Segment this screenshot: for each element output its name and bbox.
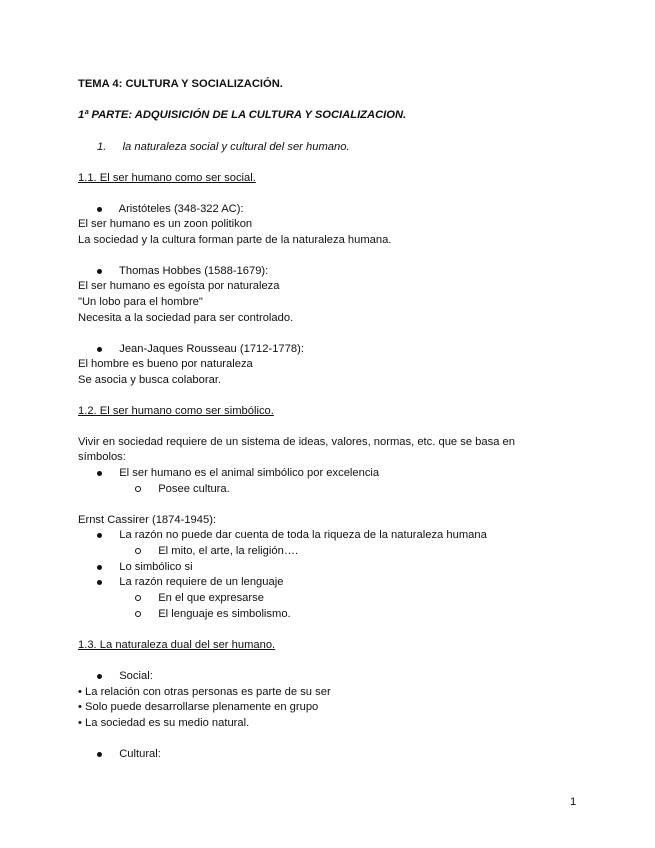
bullet-social: Social: bbox=[97, 669, 153, 683]
bullet-lenguaje: La razón requiere de un lenguaje bbox=[97, 575, 283, 589]
bullet-hobbes: Thomas Hobbes (1588-1679): bbox=[97, 264, 268, 278]
rousseau-line-1: El hombre es bueno por naturaleza bbox=[78, 358, 253, 370]
bullet-simbolico: Lo simbólico si bbox=[97, 560, 193, 574]
social-line-3: • La sociedad es su medio natural. bbox=[78, 717, 250, 729]
item-text: la naturaleza social y cultural del ser humano. bbox=[122, 141, 350, 153]
bullet-circle-icon bbox=[135, 595, 141, 601]
bullet-dot-icon bbox=[97, 347, 102, 352]
bullet-dot-icon bbox=[97, 269, 102, 274]
bullet-dot-icon bbox=[97, 580, 102, 585]
bullet-dot-icon bbox=[97, 752, 102, 757]
social-line-1: • La relación con otras personas es parte de su ser bbox=[78, 686, 331, 698]
part-heading: 1ª PARTE: ADQUISICIÓN DE LA CULTURA Y SOCIALIZACION. bbox=[78, 109, 407, 121]
numbered-item bbox=[97, 140, 350, 154]
section-heading-1-3: 1.3. La naturaleza dual del ser humano. bbox=[78, 639, 276, 651]
page-number: 1 bbox=[570, 796, 577, 808]
bullet-dot-icon bbox=[97, 674, 102, 679]
sub-bullet-simbolismo: El lenguaje es simbolismo. bbox=[135, 607, 291, 621]
bullet-circle-icon bbox=[135, 486, 141, 492]
bullet-dot-icon bbox=[97, 533, 102, 538]
hobbes-line-1: El ser humano es egoísta por naturaleza bbox=[78, 280, 280, 292]
bullet-dot-icon bbox=[97, 207, 102, 212]
aristoteles-line-1: El ser humano es un zoon politikon bbox=[78, 218, 253, 230]
bullet-aristoteles: Aristóteles (348-322 AC): bbox=[97, 202, 244, 216]
bullet-circle-icon bbox=[135, 548, 141, 554]
sub-bullet-posee-cultura: Posee cultura. bbox=[135, 482, 230, 496]
aristoteles-line-2: La sociedad y la cultura forman parte de la naturaleza humana. bbox=[78, 234, 392, 246]
bullet-animal-simbolico: El ser humano es el animal simbólico por excelencia bbox=[97, 466, 379, 480]
hobbes-line-2: "Un lobo para el hombre" bbox=[78, 296, 203, 308]
section-heading-1-1: 1.1. El ser humano como ser social. bbox=[78, 172, 256, 184]
bullet-razon: La razón no puede dar cuenta de toda la riqueza de la naturaleza humana bbox=[97, 528, 487, 542]
bullet-circle-icon bbox=[135, 611, 141, 617]
sub-bullet-expresarse: En el que expresarse bbox=[135, 591, 264, 605]
sub-bullet-mito: El mito, el arte, la religión…. bbox=[135, 544, 298, 558]
social-line-2: • Solo puede desarrollarse plenamente en grupo bbox=[78, 701, 319, 713]
cassirer-line: Ernst Cassirer (1874-1945): bbox=[78, 514, 217, 526]
bullet-rousseau: Jean-Jaques Rousseau (1712-1778): bbox=[97, 342, 304, 356]
section-heading-1-2: 1.2. El ser humano como ser simbólico. bbox=[78, 405, 274, 417]
bullet-dot-icon bbox=[97, 565, 102, 570]
item-number: 1. bbox=[97, 141, 107, 153]
symbolic-intro-line-1: Vivir en sociedad requiere de un sistema de ideas, valores, normas, etc. que se basa en bbox=[78, 436, 515, 448]
bullet-cultural: Cultural: bbox=[97, 747, 161, 761]
rousseau-line-2: Se asocia y busca colaborar. bbox=[78, 374, 222, 386]
bullet-dot-icon bbox=[97, 471, 102, 476]
hobbes-line-3: Necesita a la sociedad para ser controlado. bbox=[78, 312, 294, 324]
document-title: TEMA 4: CULTURA Y SOCIALIZACIÓN. bbox=[78, 78, 283, 90]
symbolic-intro-line-2: símbolos: bbox=[78, 451, 126, 463]
